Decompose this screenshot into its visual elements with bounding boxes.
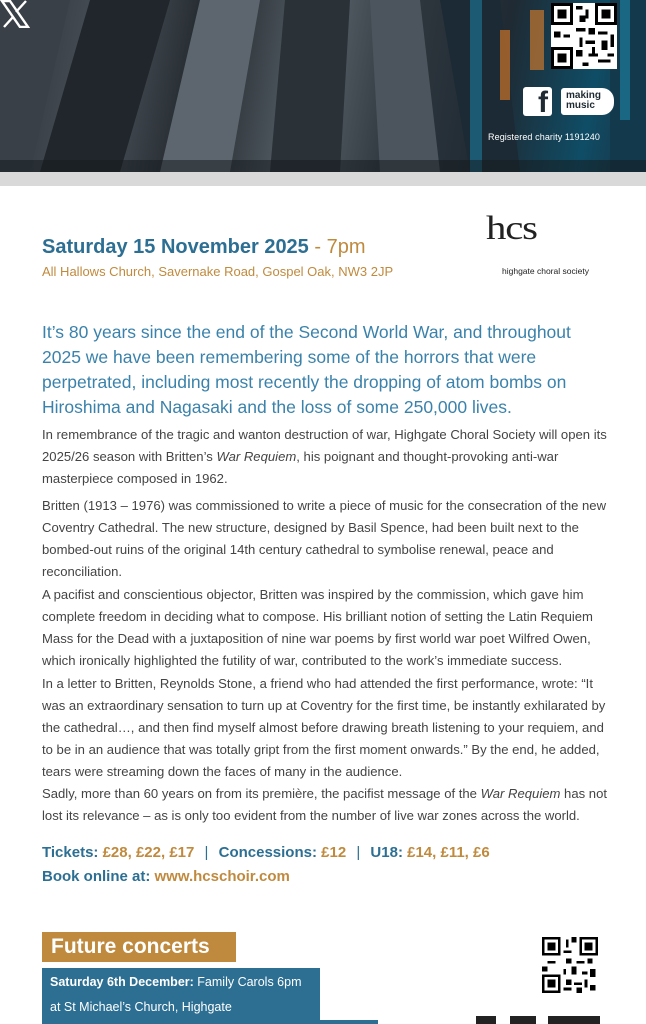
p1-italic-title: War Requiem (216, 449, 297, 464)
x-social-icon[interactable] (476, 1016, 496, 1024)
p1-text-end: , his poignant and thought-provoking anti-war masterpiece composed in 1962. (42, 449, 559, 486)
tickets-price: £28, £22, £17 (102, 844, 195, 861)
qr-code[interactable] (551, 3, 617, 69)
booking-line (42, 868, 290, 885)
intro-paragraph: It’s 80 years since the end of the Second World War, and throughout 2025 we have been remembering some of the horrors that were perpetrated, including most recently the dropping of atom bombs on Hiroshima and Nagasaki and the loss of some 250,000 lives. (42, 322, 571, 417)
concessions-price: £12 (321, 844, 347, 861)
concessions-label: Concessions: (218, 844, 317, 861)
qr-code-icon (551, 3, 617, 69)
body-paragraph-3: A pacifist and conscientious objector, Britten was inspired by the commission, which gave him complete freedom in deciding what to compose. His brilliant notion of setting the Latin Requiem Mass for the Dead with a juxtaposition of nine war poems by first world war poet Wilfred Owen, which ironically highlighted the futility of war, contributed to the work’s immediate success. (42, 587, 593, 668)
p5-italic-title: War Requiem (480, 786, 561, 801)
event-date: Saturday 15 November 2025 (42, 236, 309, 258)
body-paragraph-5 (42, 783, 607, 827)
next-event-strip (42, 1020, 378, 1024)
event-date-line (42, 236, 366, 259)
future-concerts-heading: Future concerts (42, 932, 236, 962)
separator: | (204, 844, 209, 861)
event-time: - 7pm (314, 236, 366, 258)
making-music-line2: music (566, 100, 595, 111)
making-music-logo[interactable] (561, 88, 614, 115)
facebook-icon[interactable] (510, 1016, 536, 1024)
body-paragraph-1 (42, 424, 607, 490)
stained-glass-image (0, 0, 646, 172)
booking-url-link[interactable]: www.hcschoir.com (154, 868, 290, 885)
charity-number: Registered charity 1191240 (488, 132, 601, 142)
u18-price: £14, £11, £6 (407, 844, 490, 861)
header-banner (0, 0, 646, 172)
future-event-1-name: Family Carols 6pm (197, 975, 302, 989)
p1-text: In remembrance of the tragic and wanton destruction of war, Highgate Choral Society will open its 2025/26 season with Britten’s (42, 427, 607, 464)
body-paragraph-4: In a letter to Britten, Reynolds Stone, a friend who had attended the first performance, wrote: “It was an extraordinary sensation to turn up at Coventry for the first time, be instantly exhilarated by the cathedral…, and then find myself almost before drawing breath listening to your requiem, and to be in an audience that was totally gript from the first moment onwards.” By the end, he added, tears were streaming down the faces of many in the audience. (42, 676, 606, 779)
future-event-1-line1 (50, 970, 312, 995)
p5-text: Sadly, more than 60 years on from its première, the pacifist message of the (42, 786, 481, 801)
p5-text-end: has not lost its relevance – as is only too evident from the number of live war zones across the world. (42, 786, 608, 823)
u18-label: U18: (370, 844, 403, 861)
hcs-logo-mark: hcs (486, 210, 537, 247)
qr-code-icon (542, 937, 598, 993)
qr-code-bottom[interactable] (538, 933, 602, 997)
ticket-prices (42, 844, 490, 861)
tickets-label: Tickets: (42, 844, 99, 861)
future-event-1-venue: at St Michael’s Church, Highgate (50, 1000, 232, 1014)
body-paragraph-2: Britten (1913 – 1976) was commissioned to write a piece of music for the consecration of the new Coventry Cathedral. The new structure, designed by Basil Spence, had been built next to the bombed-out ruins of the original 14th century cathedral to symbolise renewal, peace and reconciliation. (42, 498, 607, 579)
bottom-social-icons (470, 1016, 610, 1024)
future-event-1-date: Saturday 6th December: (50, 975, 194, 989)
hcs-logo (486, 210, 606, 280)
x-social-icon[interactable] (0, 0, 30, 28)
separator: | (356, 844, 361, 861)
making-music-line1: making (566, 90, 602, 101)
facebook-icon[interactable]: f (523, 87, 552, 116)
event-venue: All Hallows Church, Savernake Road, Gospel Oak, NW3 2JP (42, 264, 394, 279)
hcs-logo-name: highgate choral society (502, 266, 589, 276)
making-music-logo[interactable] (548, 1016, 600, 1024)
flyer-page (0, 186, 646, 1024)
future-event-1 (42, 968, 320, 1022)
booking-label: Book online at: (42, 868, 151, 885)
